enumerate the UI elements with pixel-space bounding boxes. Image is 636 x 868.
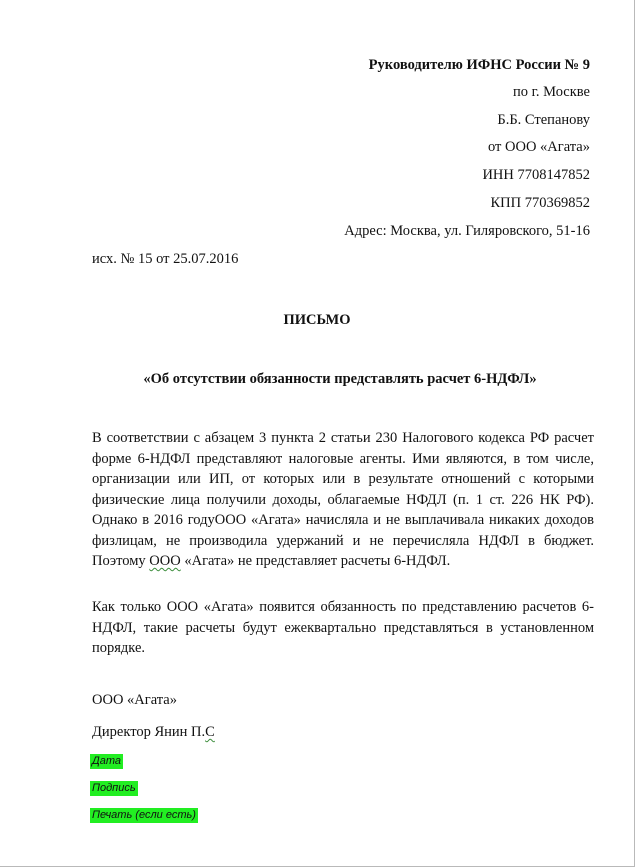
field-stamp: Печать (если есть) bbox=[92, 809, 196, 821]
director-name: Директор Янин П. bbox=[92, 724, 206, 740]
signature-company: ООО «Агата» bbox=[92, 692, 177, 708]
sender-kpp: КПП 770369852 bbox=[490, 195, 590, 211]
director-initial: С bbox=[205, 724, 215, 740]
signature-director bbox=[92, 724, 215, 741]
field-date: Дата bbox=[92, 755, 122, 767]
subject-line: «Об отсутствии обязанности представлять расчет 6-НДФЛ» bbox=[143, 371, 537, 387]
field-signature: Подпись bbox=[92, 782, 136, 794]
body-text: В соответствии с абзацем 3 пункта 2 статьи 230 Налогового кодекса РФ расчет форме 6-НДФЛ представляют налоговые агенты. Ими являются, в том числе, организации или ИП, от которых или в результате отношений с которыми физические лица получили доходы, облагаемые НФДЛ (п. 1 ст. 226 НК РФ). Однако в 2016 годуООО «Агата» начисляла и не выплачивала никаких доходов физлицам, не производила удержаний и не перечисляла НДФЛ в бюджет. Поэтому bbox=[92, 430, 594, 569]
outgoing-number: исх. № 15 от 25.07.2016 bbox=[92, 251, 239, 267]
recipient-city: по г. Москве bbox=[512, 84, 590, 100]
sender-org: от ООО «Агата» bbox=[488, 139, 590, 155]
sender-inn: ИНН 7708147852 bbox=[482, 167, 590, 183]
recipient-name: Б.Б. Степанову bbox=[497, 112, 590, 128]
sender-address: Адрес: Москва, ул. Гиляровского, 51-16 bbox=[344, 223, 590, 239]
spellcheck-mark: ООО bbox=[149, 553, 181, 569]
recipient-head: Руководителю ИФНС России № 9 bbox=[368, 57, 590, 73]
body-text: «Агата» не представляет расчеты 6-НДФЛ. bbox=[180, 553, 451, 569]
body-paragraph-2: Как только ООО «Агата» появится обязанность по представлению расчетов 6-НДФЛ, такие расчеты будут ежеквартально представляться в установленном порядке. bbox=[92, 599, 594, 656]
body-paragraph-1 bbox=[92, 428, 594, 572]
doc-title: ПИСЬМО bbox=[283, 312, 351, 328]
